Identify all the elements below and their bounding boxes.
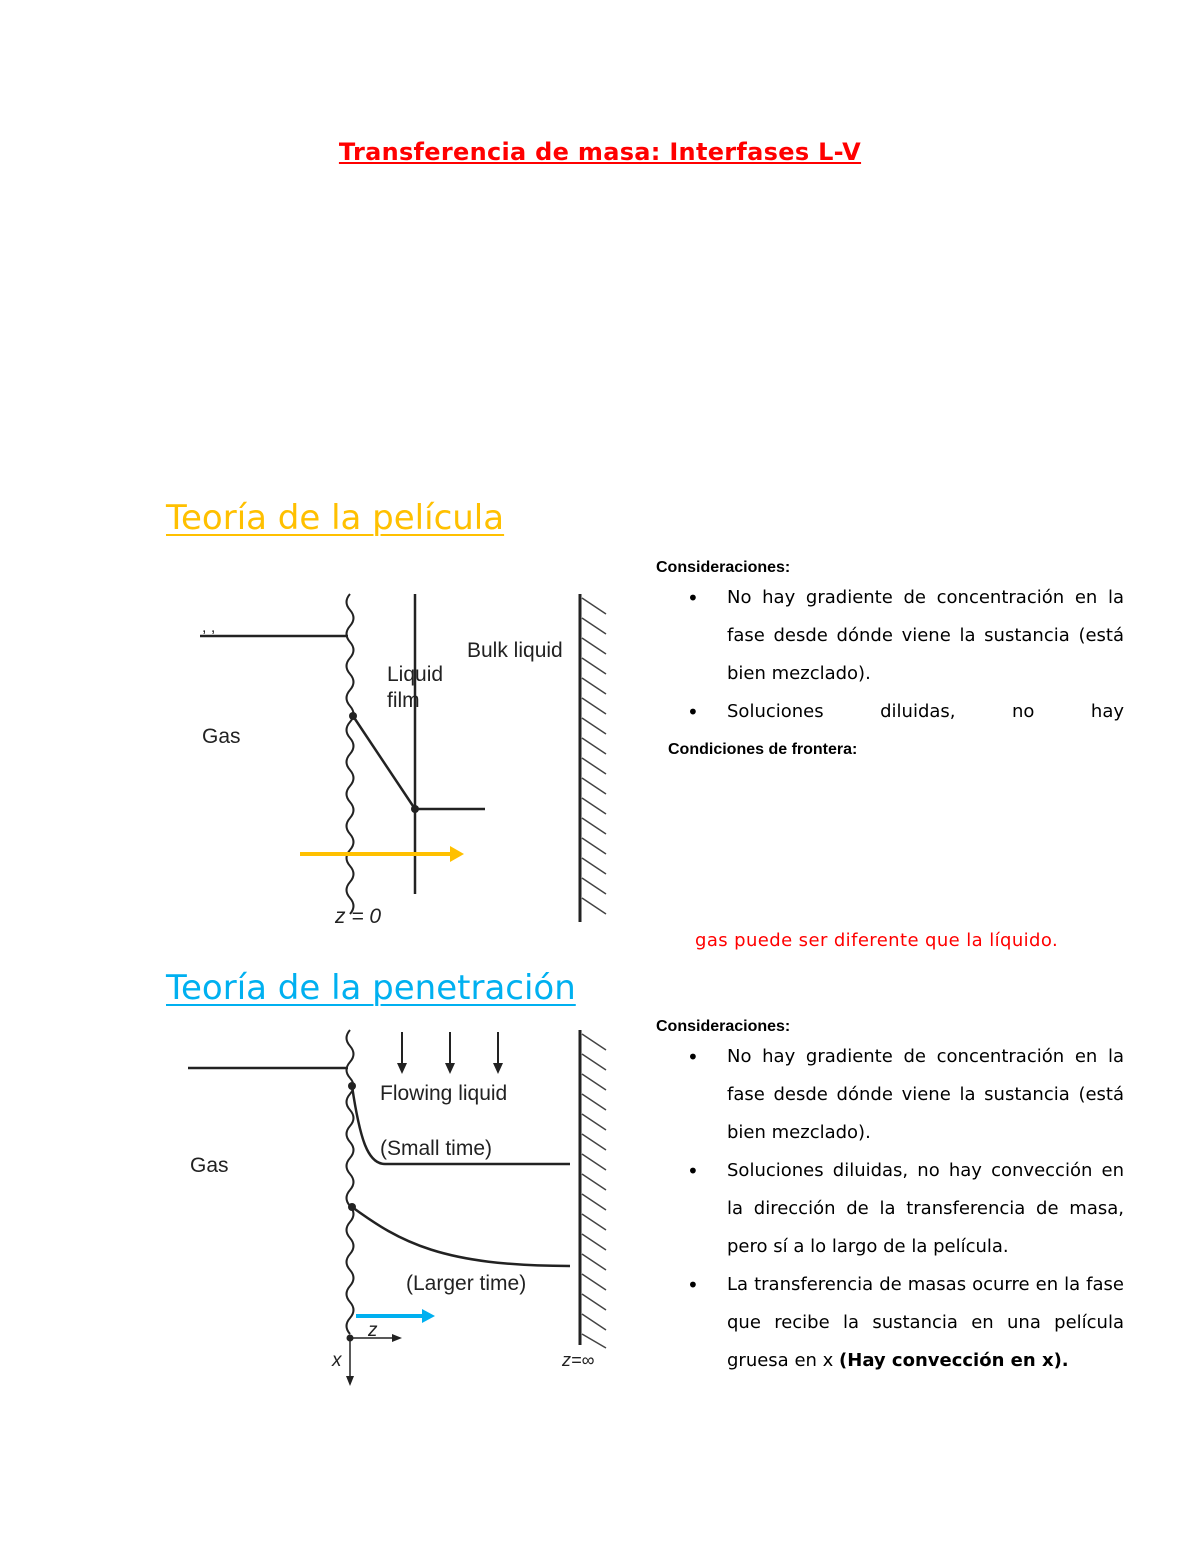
wall-hatching [582,598,606,914]
gas-liquid-interface [347,594,354,914]
penetration-theory-diagram [180,1020,630,1400]
document-title: Transferencia de masa: Interfases L-V [338,138,862,166]
red-note: gas puede ser diferente que la líquido. [695,930,1059,951]
list-item-bold-tail: (Hay convección en x). [839,1350,1069,1371]
gas-liquid-interface [347,1030,354,1334]
list-item: • Soluciones diluidas, no hay [687,693,1124,731]
fig2-gas-label: Gas [190,1154,229,1177]
fig1-gas-label: Gas [202,725,241,748]
boundary-conditions-label: Condiciones de frontera: [668,741,858,758]
x-axis-arrowhead [346,1376,354,1386]
fig1-z0-label: z = 0 [335,905,382,928]
film-considerations-list [687,579,1124,731]
interface-point [349,712,357,720]
list-item: • No hay gradiente de concentración en la fase desde dónde viene la sustancia (está bien mezclado). [687,1038,1124,1152]
list-item: • No hay gradiente de concentración en la fase desde dónde viene la sustancia (está bien mezclado). [687,579,1124,693]
flow-arrowhead [397,1063,407,1074]
film-edge-point [411,805,419,813]
fig2-zinf-label: z=∞ [562,1350,595,1370]
list-item: • Soluciones diluidas, no hay convección en la dirección de la transferencia de masa, pero sí a lo largo de la película. [687,1152,1124,1266]
list-item-text: La transferencia de masas ocurre en la fase que recibe la sustancia en una película gruesa en x [727,1274,1124,1371]
fig1-film-label: film [387,689,420,712]
fig1-topleft-label: , , [202,619,216,636]
mass-transfer-arrowhead [422,1309,435,1323]
interface-point [348,1203,356,1211]
fig2-z-label: z [368,1320,378,1341]
film-considerations-label: Consideraciones: [656,559,791,576]
fig2-x-label: x [332,1350,342,1371]
fig1-bulk-label: Bulk liquid [467,639,563,662]
flow-arrowhead [445,1063,455,1074]
film-theory-heading: Teoría de la película [166,498,505,538]
film-theory-diagram [180,580,630,930]
larger-time-profile [352,1207,570,1266]
penetration-considerations-label: Consideraciones: [656,1018,791,1035]
fig2-flowing-label: Flowing liquid [380,1082,508,1105]
film-concentration-profile [353,716,415,809]
fig2-larger-time-label: (Larger time) [406,1272,527,1295]
list-item [687,1266,1124,1380]
fig2-small-time-label: (Small time) [380,1137,493,1160]
penetration-considerations-list [687,1038,1124,1380]
mass-transfer-arrowhead [450,846,464,862]
fig1-liquid-label: Liquid [387,663,444,686]
interface-point [348,1082,356,1090]
flow-arrows [402,1032,498,1068]
flow-arrowhead [493,1063,503,1074]
wall-hatching [582,1034,606,1348]
z-axis-arrowhead [392,1334,402,1342]
penetration-theory-heading: Teoría de la penetración [166,968,576,1008]
